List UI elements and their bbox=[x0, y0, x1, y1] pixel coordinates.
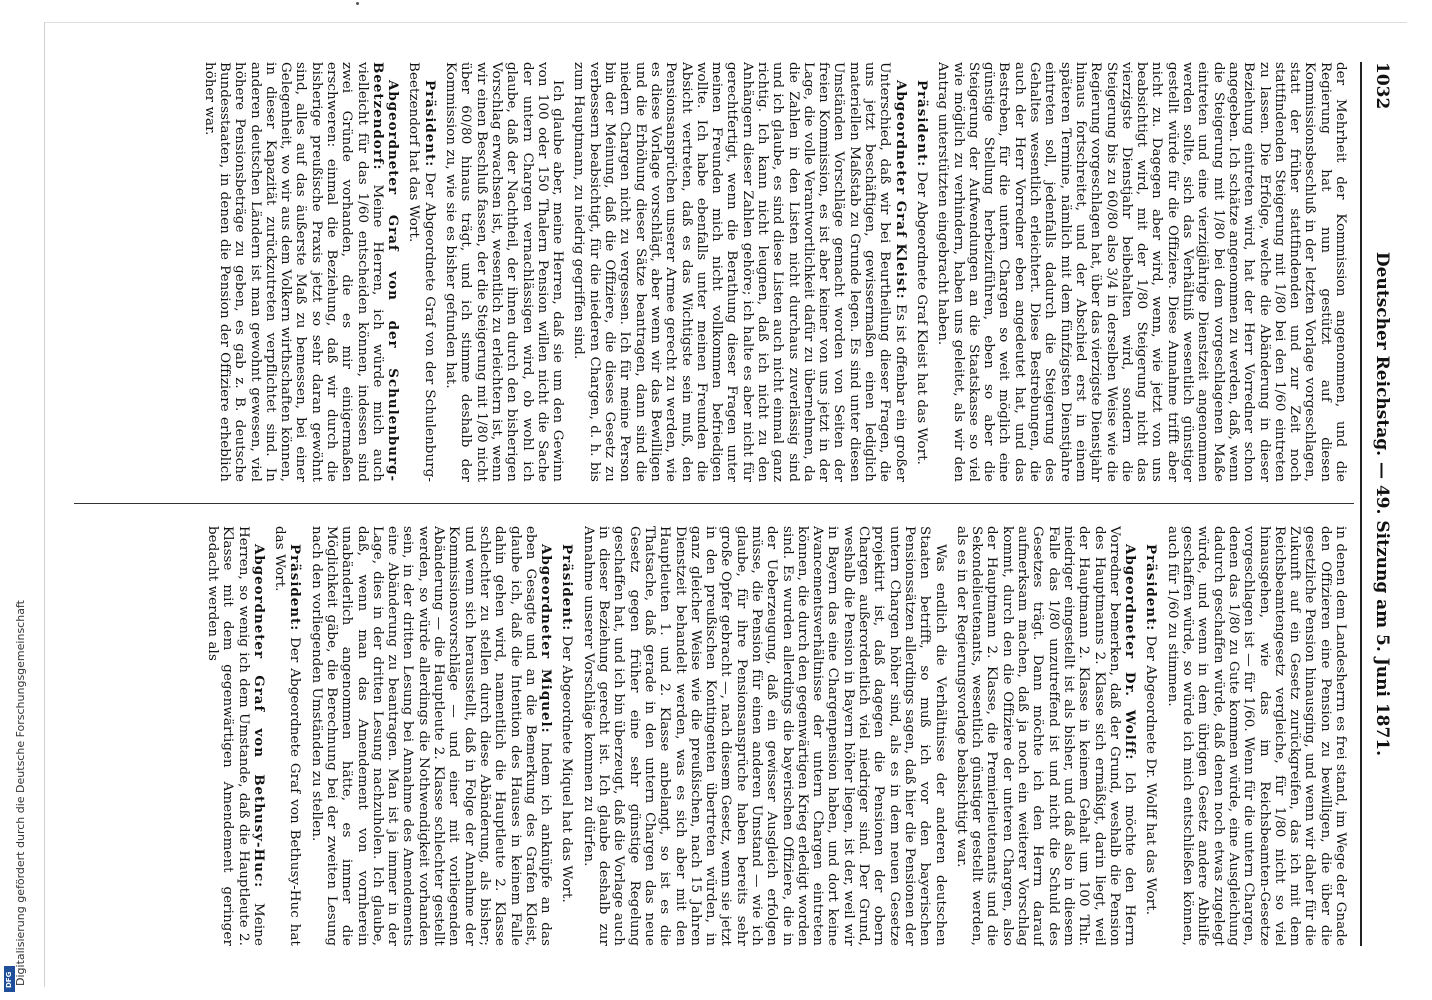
paragraph: Ich glaube aber, meine Herren, daß sie um den Gewinn von 100 oder 150 Thalern Pension willen nicht die Sache der untern Chargen vernachlässigen wird, ob wohl ich glaube, daß der Nachtheil, der ihnen durch den bisherigen Vorschlag erwachsen ist, wesentlich zu erleichtern ist, wenn wir einen Beschluß fassen, der die Steigerung mit 1/80 nicht über 60/80 hinaus trägt, und ich stimme deshalb der Kommission zu, wie sie es bisher gefunden hat. bbox=[443, 62, 566, 482]
paragraph: Präsident: Der Abgeordnete Graf von Bethusy-Huc hat das Wort. bbox=[272, 526, 304, 946]
speaker-label: Präsident: bbox=[287, 544, 304, 632]
speaker-label: Präsident: bbox=[559, 544, 576, 632]
paragraph: Abgeordneter Graf von Bethusy-Huc: Meine Herren, so wenig ich dem Umstande, daß die Hauptleute 2. Klasse mit dem gegenwärtigen Amendement geringer bedacht werden als bbox=[204, 526, 267, 946]
rotated-page bbox=[44, 22, 1406, 986]
paragraph: Präsident: Der Abgeordnete Graf von der Schulenburg-Beetzendorf hat das Wort. bbox=[406, 62, 438, 482]
speaker-label: Abgeordneter Graf von Bethusy-Huc: bbox=[250, 544, 267, 889]
digitization-margin bbox=[0, 0, 44, 1000]
digitization-notice: Digitalisierung gefördert durch die Deutsche Forschungsgemeinschaft bbox=[14, 600, 27, 986]
left-column bbox=[64, 62, 1348, 482]
page-number: 1032 bbox=[1372, 62, 1392, 110]
speaker-label: Abgeordneter Miquel: bbox=[538, 544, 555, 734]
paragraph: Was endlich die Verhältnisse der anderen deutschen Staaten betrifft, so muß ich vor den bayerischen Pensionssätzen allerdings sagen, daß hier die Pensionen der untern Chargen höher sind, als es in dem neuen Gesetze projektirt ist, daß dagegen die Pensionen der obern Chargen außerordentlich viel niedriger sind. Der Grund, weshalb die Pension in Bayern höher liegen, ist der, weil wir in Bayern das eine Chargenpension haben, und dort keine Avancementsverhältnisse der untern Chargen eintreten können, die durch den gegenwärtigen Krieg erledigt worden sind. Es wurden allerdings die bayerischen Offiziere, die in der Ueberzeugung, daß ein gewisser Ausgleich erfolgen müsse, die Pension für einen anderen Umstand — wie ich glaube, für ihre Pensionsansprüche haben bereits sehr große Opfer gebracht —, nach diesem Gesetz, wenn sie jetzt in den preußischen Kontingenten übertreten würden, in ganz gleicher Weise wie die preußischen, nach 15 Jahren Dienstzeit behandelt werden, was es sich aber mit den Hauptleuten 1. und 2. Klasse anbelangt, so ist es die Thatsache, daß gerade in den untern Chargen das neue Gesetz gegen früher eine sehr günstige Regelung geschaffen hat, und ich bin überzeugt, daß die Vorlage auch in dieser Beziehung gerecht ist. Ich glaube deshalb zur Annahme unserer Vorschläge kommen zu dürfen. bbox=[580, 526, 948, 946]
paragraph: Abgeordneter Miquel: Indem ich anknüpfe an das eben Gesagte und an die Bemerkung des Grafen Kleist, glaube ich, daß die Intention des Hauses in keinem Falle dahin gehen wird, namentlich die Hauptleute 2. Klasse schlechter zu stellen durch diese Abänderung, als bisher; und wenn sich herausstellt, daß in Folge der Annahme der Kommissionsvorschläge — und einer mit vorliegenden Abänderung — die Hauptleute 2. Klasse schlechter gestellt werden, so würde allerdings die Nothwendigkeit vorhanden sein, in der dritten Lesung bei Annahme des Amendements eine Abänderung zu beantragen. Man ist ja immer in der Lage, dies in der dritten Lesung nachzuholen. Ich glaube, daß, wenn man das Amendement von vornherein unabänderlich angenommen hätte, es immer die Möglichkeit gäbe, die Berechnung bei der zweiten Lesung nach den vorliegenden Umständen zu stellen. bbox=[308, 526, 555, 946]
column-divider bbox=[74, 503, 1354, 504]
header-rule bbox=[1360, 62, 1362, 946]
paragraph: Präsident: Der Abgeordnete Miquel hat das Wort. bbox=[559, 544, 576, 903]
speaker-label: Präsident: bbox=[421, 80, 438, 168]
paragraph: Abgeordneter Graf Kleist: Es ist offenbar ein großer Unterschied, daß wir bei Beurtheilung dieser Fragen, die uns jetzt beschäftigen, gewissermaßen einen lediglich materiellen Maßstab zu Grunde legen. Es sind unter diesen Umständen Vorschläge gemacht worden von Seiten der freien Kommission, es ist aber keiner von uns jetzt in der Lage, die volle Verantwortlichkeit dafür zu übernehmen, da die Zahlen in den Listen nicht durchaus zuverlässig sind und ich glaube, es sind diese Listen auch nicht einmal ganz richtig. Ich kann nicht leugnen, daß ich nicht zu den Anhängern dieser Zahlen gehöre; ich halte es aber nicht für gerechtfertigt, wenn die Berathung dieser Fragen unter meinen Freunden mich nicht vollkommen befriedigen wollte. Ich habe ebenfalls unter meinen Freunden die Absicht vertreten, daß es das Wichtigste sein muß, den Pensionsansprüchen unserer Armee gerecht zu werden, wie es diese Vorlage vorschlägt, aber wenn wir das Bewilligen und die Erhöhung dieser Sätze beantragen, dann sind die niedern Chargen nicht zu vergessen. Ich für meine Person bin der Meinung, daß die Offiziere, die dieses Gesetz zu verbessern beabsichtigt, für die niederen Chargen, d. h. bis zum Hauptmann, zu niedrig gegriffen sind. bbox=[571, 62, 909, 482]
paragraph: Präsident: Der Abgeordnete Graf Kleist hat das Wort. bbox=[913, 80, 930, 466]
speaker-label: Abgeordneter Graf Kleist: bbox=[892, 80, 909, 300]
paragraph: Präsident: Der Abgeordnete Dr. Wolff hat das Wort. bbox=[1143, 544, 1160, 916]
speaker-label: Präsident: bbox=[913, 80, 930, 168]
page-title: Deutscher Reichstag. — 49. Sitzung am 5. Juni 1871. bbox=[1372, 251, 1392, 757]
speaker-label: Abgeordneter Dr. Wolff: bbox=[1122, 544, 1139, 761]
speaker-label: Abgeordneter Graf von der Schulenburg-Beetzendorf: bbox=[369, 62, 402, 482]
paragraph: der Mehrheit der Kommission angenommen, und die Regierung hat nun gestützt auf diesen Kommissionsbeschluß in der letzten Vorlage vorgeschlagen, statt der früher stattfindenden und zur Zeit noch stattfindenden Steigerung mit 1/80 bei den 1/60 eintreten zu lassen. Die Erfolge, welche die Abänderung in dieser Beziehung eintreten wird, hat der Herr Vorredner schon angegeben. Ich schätze angenommen zu werden, daß, wenn die Steigerung mit 1/80 bei dem vorgeschlagenen Maße eintreten und eine vierzigjährige Dienstzeit angenommen werden sollte, sich das Verhältniß wesentlich günstiger gestellt würde für die Offiziere. Diese Annahme trifft aber nicht zu. Dagegen aber wird, wenn, wie jetzt von uns beabsichtigt wird, mit der 1/80 Steigerung nicht das vierzigste Dienstjahr beibehalten wird, sondern die Steigerung bis zu 60/80 also 3/4 in derselben Weise wie die Regierung vorgeschlagen hat, über das vierzigste Dienstjahr hinaus fortschreitet, und der Abschied erst in einem späteren Termine, nämlich mit dem fünfzigsten Dienstjahre eintreten soll, jedenfalls dadurch die Steigerung des Gehaltes wesentlich erleichtert. Diese Bestrebungen, die auch der Herr Vorredner eben angedeutet hat, und das Bestreben, für die untern Chargen so weit möglich eine günstige Stellung herbeizuführen, eben so aber die Steigerung der Aufwendungen an die Staatskasse so viel wie möglich zu verhindern, haben uns geleitet, als wir den Antrag unterstützten eingebracht haben. bbox=[935, 62, 1348, 482]
right-column bbox=[64, 526, 1348, 946]
paragraph: in denen dem Landesherrn es frei stand, im Wege der Gnade den Offizieren eine Pension zu bewilligen, die über die gesetzliche Pension hinausging, und wenn wir daher für die Zukunft auf ein Gesetz zurückgreifen, das ich mit dem Reichsbeamtengesetz vergleiche, für 1/80 nicht so viel hinausgehen, wie das im Reichsbeamten-Gesetze vorgeschlagen ist — für 1/60. Wenn für die untern Chargen, denen das 1/80 zu Gute kommen würde, eine Ausgleichung dadurch geschaffen würde, daß denen noch etwas zugelegt würde, und wenn in dem übrigen Gesetz andere Abhilfe geschaffen würde, so würde ich mich entschließen können, auch für 1/60 zu stimmen. bbox=[1164, 526, 1348, 946]
page-header bbox=[1358, 62, 1392, 946]
dfg-logo: DFG bbox=[4, 966, 15, 992]
speaker-label: Präsident: bbox=[1143, 544, 1160, 632]
scan-speck bbox=[356, 2, 359, 5]
paragraph: Abgeordneter Graf von der Schulenburg-Beetzendorf: Meine Herren, ich würde mich auch vielleicht für das 1/60 entscheiden können, indessen sind zwei Gründe vorhanden, die es mir einigermaßen erschweren: einmal die Beziehung, daß wir durch die bisherige preußische Praxis jetzt so sehr daran gewöhnt sind, alles auf das äußerste Maß zu bemessen, bei einer Gelegenheit, wo wir aus dem Volkern wirthschaften können, in dieser Kapazität zurückzutreten verpflichtet sind. In anderen deutschen Ländern ist man gewohnt gewesen, viel höhere Pensionsbeträge zu geben, es gab z. B. deutsche Bundesstaaten, in denen die Pension der Offiziere erheblich höher war. bbox=[201, 62, 402, 482]
paragraph: Abgeordneter Dr. Wolff: Ich möchte den Herrn Vorredner bemerken, daß der Grund, weshalb die Pension des Hauptmanns 2. Klasse sich ermäßigt, darin liegt, weil der Hauptmann 2. Klasse in keinem Gehalt um 100 Thlr. niedriger eingestellt ist als bisher, und daß also in diesem Falle das 1/80 unzutreffend ist und nicht die Schuld des Gesetzes trägt. Dann möchte ich den Herrn darauf aufmerksam machen, daß ja noch ein weiterer Vorschlag kommt, durch den die Offiziere der unteren Chargen, also der Hauptmann 2. Klasse, die Premierlieutenants und die Sekondelieutenants, wesentlich günstiger gestellt werden, als es in der Regierungsvorlage beabsichtigt war. bbox=[953, 526, 1139, 946]
